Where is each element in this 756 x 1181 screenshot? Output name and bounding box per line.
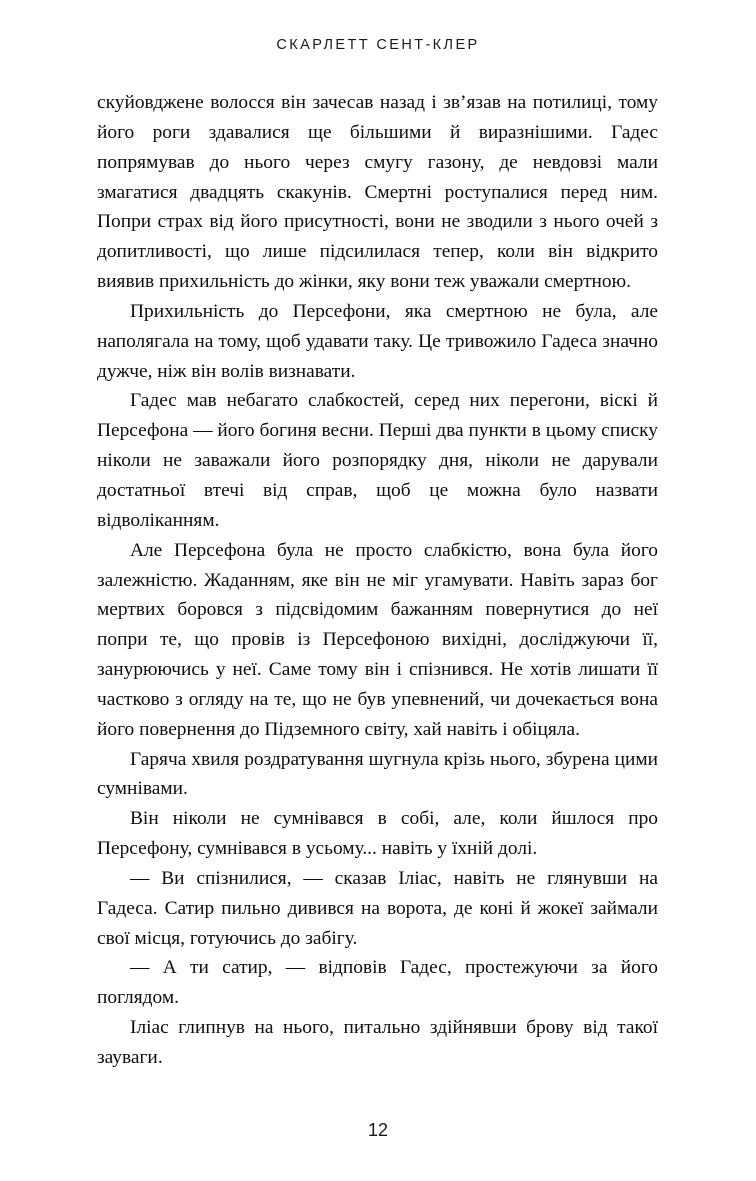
paragraph: Гадес мав небагато слабкостей, серед них перегони, віскі й Персефона — його богиня весни. Перші два пункти в цьому списку ніколи не заважали його розпорядку дня, ніколи не дарували достатньої втечі від справ, щоб це можна було назвати відволіканням. (97, 390, 658, 531)
paragraph: скуйовджене волосся він зачесав назад і зв’язав на потилиці, тому його роги здавалися ще більшими й виразнішими. Гадес попрямував до нього через смугу газону, де невдовзі мали змагатися двадцять скакунів. Смертні роступалися перед ним. Попри страх від його присутності, вони не зводили з нього очей з допитливості, що лише підсилилася тепер, коли він відкрито виявив прихильність до жінки, яку вони теж уважали смертною. (97, 92, 658, 293)
paragraph: — Ви спізнилися, — сказав Іліас, навіть не глянувши на Гадеса. Сатир пильно дивився на ворота, де коні й жокеї займали свої місця, готуючись до забігу. (97, 867, 658, 949)
paragraph: Гаряча хвиля роздратування шугнула крізь нього, збурена цими сумнівами. (97, 748, 658, 800)
paragraph: Прихильність до Персефони, яка смертною не була, але наполягала на тому, щоб удавати таку. Це тривожило Гадеса значно дужче, ніж він волів визнавати. (97, 300, 658, 382)
paragraph: Іліас глипнув на нього, питально здійнявши брову від такої зауваги. (97, 1017, 658, 1068)
body-text-block (97, 88, 658, 1073)
paragraph: Але Персефона була не просто слабкістю, вона була його залежністю. Жаданням, яке він не міг угамувати. Навіть зараз бог мертвих боровся з підсвідомим бажанням повернутися до неї попри те, що провів із Персефоною вихідні, досліджуючи її, занурюючись у неї. Саме тому він і спізнився. Не хотів лишати її частково з огляду на те, що не був упевнений, чи дочекається вона його повернення до Підземного світу, хай навіть і обіцяла. (97, 539, 658, 740)
running-head: СКАРЛЕТТ СЕНТ-КЛЕР (276, 37, 480, 53)
paragraph: Він ніколи не сумнівався в собі, але, коли йшлося про Персефону, сумнівався в усьому... навіть у їхній долі. (97, 808, 658, 860)
paragraph: — А ти сатир, — відповів Гадес, простежуючи за його поглядом. (97, 957, 658, 1009)
page-number: 12 (367, 1120, 389, 1140)
